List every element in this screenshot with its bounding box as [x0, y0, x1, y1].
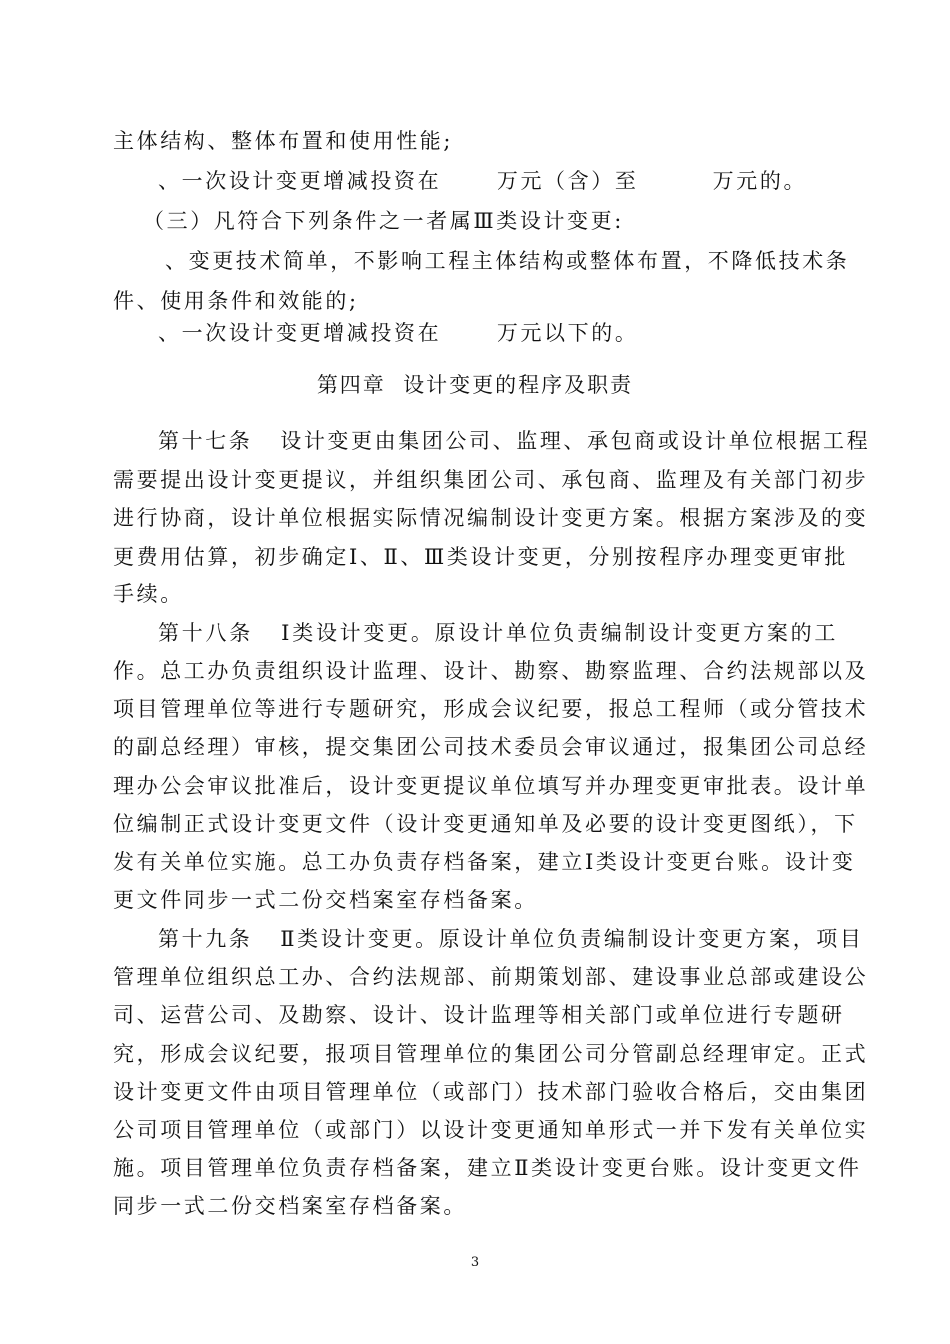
text-line: 需要提出设计变更提议，并组织集团公司、承包商、监理及有关部门初步 — [113, 468, 869, 492]
text-line: 更文件同步一式二份交档案室存档备案。 — [113, 888, 538, 912]
text-line: 施。项目管理单位负责存档备案，建立Ⅱ类设计变更台账。设计变更文件 — [113, 1156, 862, 1180]
text-line: 的副总经理）审核，提交集团公司技术委员会审议通过，报集团公司总经 — [113, 735, 869, 759]
text-line: 同步一式二份交档案室存档备案。 — [113, 1194, 467, 1218]
text-line: 管理单位组织总工办、合约法规部、前期策划部、建设事业总部或建设公 — [113, 965, 869, 989]
text-line: 件、使用条件和效能的; — [113, 289, 359, 313]
text-line: 发有关单位实施。总工办负责存档备案，建立Ⅰ类设计变更台账。设计变 — [113, 850, 856, 874]
text-line: 司、运营公司、及勘察、设计、设计监理等相关部门或单位进行专题研 — [113, 1003, 845, 1027]
page-number: 3 — [470, 1255, 480, 1270]
text-line: 进行协商，设计单位根据实际情况编制设计变更方案。根据方案涉及的变 — [113, 506, 869, 530]
text-line: 第十七条 设计变更由集团公司、监理、承包商或设计单位根据工程 — [158, 429, 871, 453]
text-line: 位编制正式设计变更文件（设计变更通知单及必要的设计变更图纸），下 — [113, 812, 858, 836]
text-line: 公司项目管理单位（或部门）以设计变更通知单形式一并下发有关单位实 — [113, 1118, 869, 1142]
text-line: 更费用估算，初步确定Ⅰ、Ⅱ、Ⅲ类设计变更，分别按程序办理变更审批 — [113, 545, 849, 569]
text-line: （三）凡符合下列条件之一者属Ⅲ类设计变更: — [143, 209, 624, 233]
text-line: 第十八条 Ⅰ类设计变更。原设计单位负责编制设计变更方案的工 — [158, 621, 838, 645]
text-line: 作。总工办负责组织设计监理、设计、勘察、勘察监理、合约法规部以及 — [113, 659, 869, 683]
text-line: 设计变更文件由项目管理单位（或部门）技术部门验收合格后，交由集团 — [113, 1080, 869, 1104]
chapter-heading: 第四章 设计变更的程序及职责 — [316, 373, 634, 397]
text-line: 、变更技术简单，不影响工程主体结构或整体布置，不降低技术条 — [165, 249, 850, 273]
text-line: 、一次设计变更增减投资在 万元（含）至 万元的。 — [158, 169, 808, 193]
text-line: 究，形成会议纪要，报项目管理单位的集团公司分管副总经理审定。正式 — [113, 1042, 869, 1066]
text-line: 第十九条 Ⅱ类设计变更。原设计单位负责编制设计变更方案，项目 — [158, 927, 864, 951]
text-line: 手续。 — [113, 582, 184, 606]
text-line: 主体结构、整体布置和使用性能; — [113, 129, 454, 153]
text-line: 理办公会审议批准后，设计变更提议单位填写并办理变更审批表。设计单 — [113, 774, 869, 798]
text-line: 项目管理单位等进行专题研究，形成会议纪要，报总工程师（或分管技术 — [113, 697, 869, 721]
text-line: 、一次设计变更增减投资在 万元以下的。 — [158, 321, 639, 345]
